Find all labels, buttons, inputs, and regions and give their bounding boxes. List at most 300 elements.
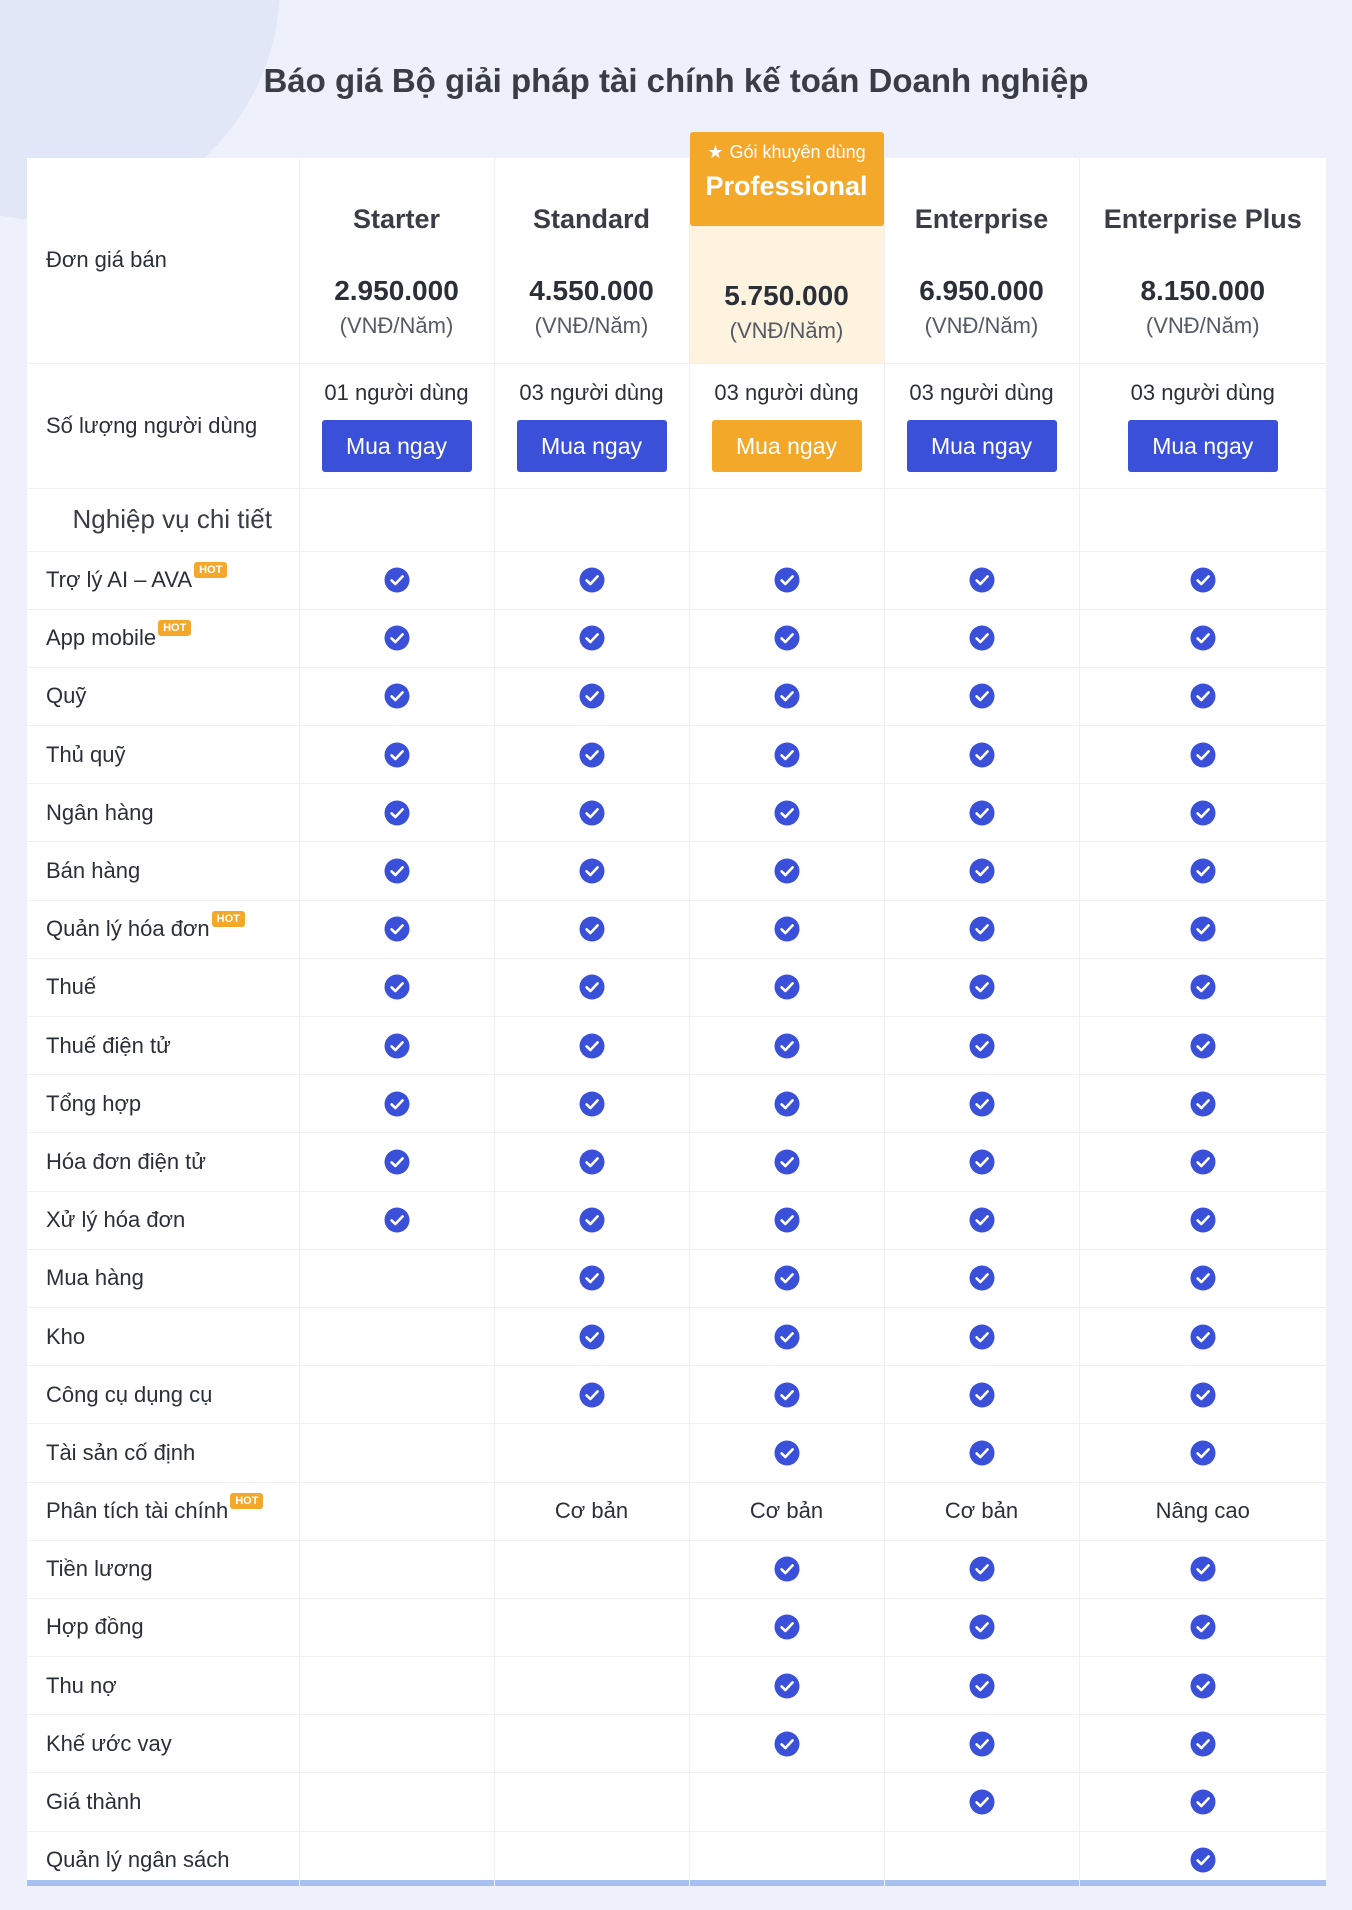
feature-name: Tiền lương	[46, 1556, 153, 1582]
feature-cell-standard	[494, 726, 689, 784]
feature-cell-professional	[689, 551, 884, 609]
buy-button-enterprise-plus[interactable]: Mua ngay	[1128, 420, 1278, 472]
check-icon	[774, 742, 800, 768]
feature-cell-enterprise-plus	[1079, 726, 1326, 784]
feature-row	[27, 958, 1326, 1016]
section-row	[27, 488, 1326, 551]
check-icon	[1190, 1789, 1216, 1815]
check-icon	[579, 1265, 605, 1291]
feature-cell-professional	[689, 958, 884, 1016]
feature-name: Công cụ dụng cụ	[46, 1381, 213, 1407]
feature-row	[27, 1191, 1326, 1249]
feature-cell-enterprise	[884, 900, 1079, 958]
feature-cell-standard	[494, 784, 689, 842]
featured-tag-text: Gói khuyên dùng	[729, 142, 866, 162]
user-count: 03 người dùng	[714, 379, 859, 405]
feature-cell-standard	[494, 609, 689, 667]
feature-label	[27, 1598, 299, 1656]
feature-row	[27, 1831, 1326, 1889]
feature-label	[27, 1249, 299, 1307]
feature-label	[27, 958, 299, 1016]
check-icon	[774, 1324, 800, 1350]
feature-label	[27, 551, 299, 609]
feature-cell-standard	[494, 1366, 689, 1424]
featured-tag-label	[690, 142, 884, 163]
feature-cell-standard	[494, 551, 689, 609]
tier-text: Cơ bản	[554, 1498, 629, 1524]
feature-cell-enterprise	[884, 1657, 1079, 1715]
check-icon	[384, 567, 410, 593]
plan-header-standard	[494, 158, 689, 363]
feature-label	[27, 1133, 299, 1191]
feature-cell-professional	[689, 1598, 884, 1656]
buy-button-enterprise[interactable]: Mua ngay	[907, 420, 1057, 472]
check-icon	[384, 683, 410, 709]
check-icon	[969, 1440, 995, 1466]
feature-cell-starter	[299, 551, 494, 609]
feature-cell-enterprise	[884, 667, 1079, 725]
check-icon	[1190, 1265, 1216, 1291]
check-icon	[969, 1673, 995, 1699]
check-icon	[969, 1382, 995, 1408]
check-icon	[1190, 974, 1216, 1000]
plan-header-enterprise	[884, 158, 1079, 363]
feature-label	[27, 1017, 299, 1075]
feature-name: Trợ lý AI – AVA	[46, 567, 193, 593]
user-count: 01 người dùng	[324, 379, 469, 405]
check-icon	[1190, 1673, 1216, 1699]
feature-cell-enterprise	[884, 1307, 1079, 1365]
check-icon	[969, 1149, 995, 1175]
feature-label	[27, 1657, 299, 1715]
feature-cell-professional	[689, 1133, 884, 1191]
hot-badge: HOT	[212, 911, 245, 927]
feature-cell-standard	[494, 1307, 689, 1365]
feature-cell-enterprise-plus	[1079, 1482, 1326, 1540]
check-icon	[774, 800, 800, 826]
check-icon	[579, 800, 605, 826]
check-icon	[1190, 683, 1216, 709]
check-icon	[969, 1033, 995, 1059]
feature-cell-enterprise	[884, 1075, 1079, 1133]
feature-row	[27, 1424, 1326, 1482]
check-icon	[969, 625, 995, 651]
check-icon	[969, 1091, 995, 1117]
feature-cell-starter	[299, 1249, 494, 1307]
buy-button-professional[interactable]: Mua ngay	[712, 420, 862, 472]
check-icon	[774, 1440, 800, 1466]
check-icon	[774, 1207, 800, 1233]
feature-name: Mua hàng	[46, 1265, 144, 1291]
feature-cell-enterprise	[884, 1249, 1079, 1307]
feature-cell-professional	[689, 1191, 884, 1249]
check-icon	[774, 1091, 800, 1117]
feature-name: App mobile	[46, 625, 157, 651]
check-icon	[1190, 1324, 1216, 1350]
pricing-table	[27, 142, 1326, 1890]
check-icon	[1190, 1207, 1216, 1233]
feature-cell-enterprise-plus	[1079, 551, 1326, 609]
check-icon	[579, 858, 605, 884]
check-icon	[579, 1324, 605, 1350]
check-icon	[1190, 1556, 1216, 1582]
check-icon	[969, 974, 995, 1000]
feature-row	[27, 1598, 1326, 1656]
check-icon	[969, 742, 995, 768]
feature-cell-enterprise-plus	[1079, 1366, 1326, 1424]
section-title: Nghiệp vụ chi tiết	[27, 488, 299, 551]
feature-name: Phân tích tài chính	[46, 1498, 229, 1524]
plan-users-enterprise	[884, 363, 1079, 488]
check-icon	[969, 1324, 995, 1350]
feature-cell-starter	[299, 1657, 494, 1715]
feature-cell-professional	[689, 784, 884, 842]
check-icon	[774, 1033, 800, 1059]
feature-name: Quản lý hóa đơn	[46, 916, 210, 942]
feature-cell-enterprise-plus	[1079, 1249, 1326, 1307]
feature-cell-enterprise-plus	[1079, 1133, 1326, 1191]
feature-cell-enterprise-plus	[1079, 609, 1326, 667]
buy-button-standard[interactable]: Mua ngay	[517, 420, 667, 472]
plan-users-professional	[689, 363, 884, 488]
feature-cell-professional	[689, 609, 884, 667]
user-count: 03 người dùng	[519, 379, 664, 405]
feature-cell-starter	[299, 1017, 494, 1075]
feature-name: Ngân hàng	[46, 799, 154, 825]
feature-name: Bán hàng	[46, 858, 141, 884]
feature-cell-enterprise-plus	[1079, 1657, 1326, 1715]
feature-cell-professional	[689, 1249, 884, 1307]
check-icon	[384, 625, 410, 651]
check-icon	[969, 858, 995, 884]
feature-row	[27, 1540, 1326, 1598]
feature-row	[27, 1075, 1326, 1133]
feature-cell-standard	[494, 900, 689, 958]
feature-cell-professional	[689, 1017, 884, 1075]
feature-label	[27, 1075, 299, 1133]
plan-name: Enterprise Plus	[1103, 203, 1302, 234]
feature-cell-enterprise	[884, 958, 1079, 1016]
check-icon	[969, 1731, 995, 1757]
plan-header-professional	[689, 142, 884, 363]
check-icon	[969, 800, 995, 826]
feature-name: Thủ quỹ	[46, 741, 126, 767]
feature-cell-standard	[494, 1075, 689, 1133]
feature-cell-enterprise	[884, 1715, 1079, 1773]
feature-cell-professional	[689, 1657, 884, 1715]
feature-label	[27, 1191, 299, 1249]
check-icon	[969, 1614, 995, 1640]
check-icon	[774, 683, 800, 709]
check-icon	[1190, 916, 1216, 942]
feature-cell-enterprise	[884, 1191, 1079, 1249]
check-icon	[774, 974, 800, 1000]
check-icon	[384, 974, 410, 1000]
users-row-label: Số lượng người dùng	[27, 363, 299, 488]
feature-cell-enterprise	[884, 1540, 1079, 1598]
plan-users-standard	[494, 363, 689, 488]
feature-row	[27, 1307, 1326, 1365]
check-icon	[579, 916, 605, 942]
feature-label	[27, 1831, 299, 1889]
feature-cell-starter	[299, 842, 494, 900]
users-row	[27, 363, 1326, 488]
feature-label	[27, 1482, 299, 1540]
price-row	[27, 158, 1326, 363]
feature-cell-starter	[299, 1540, 494, 1598]
check-icon	[1190, 1382, 1216, 1408]
check-icon	[1190, 1614, 1216, 1640]
feature-cell-enterprise	[884, 1831, 1079, 1889]
feature-row	[27, 609, 1326, 667]
feature-cell-starter	[299, 1133, 494, 1191]
feature-cell-standard	[494, 958, 689, 1016]
plan-header-starter	[299, 158, 494, 363]
feature-name: Tài sản cố định	[46, 1439, 196, 1465]
feature-cell-enterprise	[884, 842, 1079, 900]
feature-cell-professional	[689, 1540, 884, 1598]
feature-cell-standard	[494, 1482, 689, 1540]
feature-cell-enterprise-plus	[1079, 1540, 1326, 1598]
feature-cell-enterprise-plus	[1079, 1191, 1326, 1249]
feature-cell-starter	[299, 900, 494, 958]
feature-cell-starter	[299, 1773, 494, 1831]
user-count: 03 người dùng	[909, 379, 1054, 405]
check-icon	[579, 742, 605, 768]
plan-price: 5.750.000	[724, 280, 849, 312]
check-icon	[1190, 1149, 1216, 1175]
check-icon	[1190, 742, 1216, 768]
feature-cell-enterprise-plus	[1079, 667, 1326, 725]
plan-name: Enterprise	[914, 203, 1049, 234]
feature-label	[27, 900, 299, 958]
check-icon	[384, 800, 410, 826]
feature-row	[27, 1657, 1326, 1715]
check-icon	[1190, 1731, 1216, 1757]
check-icon	[774, 858, 800, 884]
feature-cell-enterprise	[884, 1598, 1079, 1656]
feature-name: Kho	[46, 1323, 86, 1349]
feature-row	[27, 551, 1326, 609]
feature-cell-standard	[494, 1017, 689, 1075]
check-icon	[969, 567, 995, 593]
feature-label	[27, 1366, 299, 1424]
check-icon	[384, 1091, 410, 1117]
feature-cell-professional	[689, 1773, 884, 1831]
feature-cell-standard	[494, 1424, 689, 1482]
feature-cell-enterprise	[884, 609, 1079, 667]
feature-cell-starter	[299, 726, 494, 784]
feature-name: Hóa đơn điện tử	[46, 1148, 207, 1174]
plan-name: Professional	[705, 171, 868, 201]
check-icon	[579, 1207, 605, 1233]
feature-name: Xử lý hóa đơn	[46, 1207, 186, 1233]
feature-row	[27, 667, 1326, 725]
feature-cell-standard	[494, 1249, 689, 1307]
check-icon	[774, 1556, 800, 1582]
feature-row	[27, 1715, 1326, 1773]
feature-cell-enterprise-plus	[1079, 1773, 1326, 1831]
feature-cell-enterprise-plus	[1079, 900, 1326, 958]
feature-cell-standard	[494, 1598, 689, 1656]
feature-cell-professional	[689, 726, 884, 784]
feature-cell-standard	[494, 1133, 689, 1191]
check-icon	[579, 683, 605, 709]
feature-cell-enterprise-plus	[1079, 1831, 1326, 1889]
check-icon	[1190, 567, 1216, 593]
feature-row	[27, 1773, 1326, 1831]
plan-users-starter	[299, 363, 494, 488]
feature-cell-professional	[689, 1075, 884, 1133]
feature-name: Quỹ	[46, 683, 87, 709]
buy-button-starter[interactable]: Mua ngay	[322, 420, 472, 472]
feature-name: Thuế	[46, 974, 97, 1000]
check-icon	[774, 1731, 800, 1757]
check-icon	[384, 858, 410, 884]
plan-price: 4.550.000	[529, 274, 654, 306]
page-title: Báo giá Bộ giải pháp tài chính kế toán Doanh nghiệp	[263, 62, 1089, 99]
feature-cell-enterprise-plus	[1079, 1424, 1326, 1482]
feature-cell-starter	[299, 1424, 494, 1482]
plan-users-enterprise-plus	[1079, 363, 1326, 488]
feature-cell-enterprise-plus	[1079, 1307, 1326, 1365]
feature-cell-enterprise-plus	[1079, 1715, 1326, 1773]
feature-label	[27, 784, 299, 842]
feature-cell-enterprise-plus	[1079, 1598, 1326, 1656]
feature-row	[27, 784, 1326, 842]
feature-label	[27, 609, 299, 667]
check-icon	[1190, 800, 1216, 826]
feature-label	[27, 1773, 299, 1831]
price-row-label: Đơn giá bán	[27, 158, 299, 363]
feature-name: Khế ước vay	[46, 1730, 172, 1756]
feature-label	[27, 667, 299, 725]
feature-label	[27, 1307, 299, 1365]
plan-price-unit: (VNĐ/Năm)	[1145, 312, 1260, 338]
feature-cell-starter	[299, 1307, 494, 1365]
tier-text: Cơ bản	[749, 1498, 824, 1524]
user-count: 03 người dùng	[1130, 379, 1275, 405]
feature-name: Quản lý ngân sách	[46, 1847, 230, 1873]
feature-cell-enterprise	[884, 1133, 1079, 1191]
feature-cell-standard	[494, 1831, 689, 1889]
feature-cell-professional	[689, 1307, 884, 1365]
pricing-card	[27, 142, 1326, 1886]
tier-text: Cơ bản	[944, 1498, 1019, 1524]
feature-row	[27, 1366, 1326, 1424]
feature-cell-starter	[299, 1831, 494, 1889]
check-icon	[384, 1207, 410, 1233]
feature-cell-enterprise	[884, 1366, 1079, 1424]
feature-row	[27, 1017, 1326, 1075]
check-icon	[1190, 1440, 1216, 1466]
feature-cell-starter	[299, 958, 494, 1016]
feature-label	[27, 842, 299, 900]
check-icon	[969, 1207, 995, 1233]
plan-price: 6.950.000	[919, 274, 1044, 306]
feature-row	[27, 842, 1326, 900]
feature-cell-enterprise	[884, 1017, 1079, 1075]
check-icon	[774, 1382, 800, 1408]
feature-cell-enterprise	[884, 551, 1079, 609]
feature-cell-enterprise-plus	[1079, 1075, 1326, 1133]
check-icon	[579, 567, 605, 593]
check-icon	[774, 1614, 800, 1640]
check-icon	[1190, 1033, 1216, 1059]
check-icon	[969, 1556, 995, 1582]
check-icon	[384, 1033, 410, 1059]
check-icon	[579, 1033, 605, 1059]
plan-price-unit: (VNĐ/Năm)	[729, 318, 844, 344]
feature-cell-enterprise	[884, 1424, 1079, 1482]
plan-price: 8.150.000	[1140, 274, 1266, 306]
feature-label	[27, 726, 299, 784]
feature-cell-professional	[689, 1366, 884, 1424]
feature-cell-standard	[494, 1715, 689, 1773]
plan-price: 2.950.000	[334, 274, 459, 306]
plan-header-enterprise-plus	[1079, 158, 1326, 363]
plan-name: Starter	[352, 203, 441, 234]
check-icon	[1190, 1091, 1216, 1117]
check-icon	[384, 742, 410, 768]
feature-name: Thuế điện tử	[46, 1032, 171, 1058]
feature-cell-starter	[299, 1715, 494, 1773]
feature-cell-standard	[494, 1773, 689, 1831]
feature-row	[27, 726, 1326, 784]
plan-name: Standard	[532, 203, 651, 234]
tier-text: Nâng cao	[1155, 1498, 1250, 1524]
feature-cell-starter	[299, 609, 494, 667]
feature-cell-standard	[494, 842, 689, 900]
feature-cell-enterprise-plus	[1079, 842, 1326, 900]
feature-cell-standard	[494, 1657, 689, 1715]
hot-badge: HOT	[194, 562, 227, 578]
feature-cell-enterprise	[884, 1773, 1079, 1831]
feature-cell-starter	[299, 1366, 494, 1424]
check-icon	[774, 1673, 800, 1699]
check-icon	[969, 1789, 995, 1815]
feature-cell-starter	[299, 1598, 494, 1656]
feature-cell-professional	[689, 842, 884, 900]
feature-cell-starter	[299, 667, 494, 725]
feature-row	[27, 1482, 1326, 1540]
feature-cell-starter	[299, 784, 494, 842]
feature-cell-starter	[299, 1191, 494, 1249]
feature-cell-professional	[689, 1715, 884, 1773]
feature-cell-starter	[299, 1075, 494, 1133]
hot-badge: HOT	[158, 620, 191, 636]
feature-name: Hợp đồng	[46, 1614, 144, 1640]
feature-label	[27, 1715, 299, 1773]
check-icon	[579, 1091, 605, 1117]
check-icon	[1190, 858, 1216, 884]
feature-cell-standard	[494, 1191, 689, 1249]
feature-row	[27, 1249, 1326, 1307]
plan-price-unit: (VNĐ/Năm)	[924, 312, 1039, 338]
feature-cell-enterprise-plus	[1079, 784, 1326, 842]
check-icon	[579, 974, 605, 1000]
feature-cell-professional	[689, 1482, 884, 1540]
feature-name: Tổng hợp	[46, 1090, 142, 1116]
check-icon	[579, 1149, 605, 1175]
feature-cell-enterprise-plus	[1079, 958, 1326, 1016]
feature-cell-enterprise-plus	[1079, 1017, 1326, 1075]
feature-cell-standard	[494, 667, 689, 725]
feature-cell-enterprise	[884, 726, 1079, 784]
feature-row	[27, 900, 1326, 958]
featured-tag	[690, 132, 884, 226]
check-icon	[774, 625, 800, 651]
